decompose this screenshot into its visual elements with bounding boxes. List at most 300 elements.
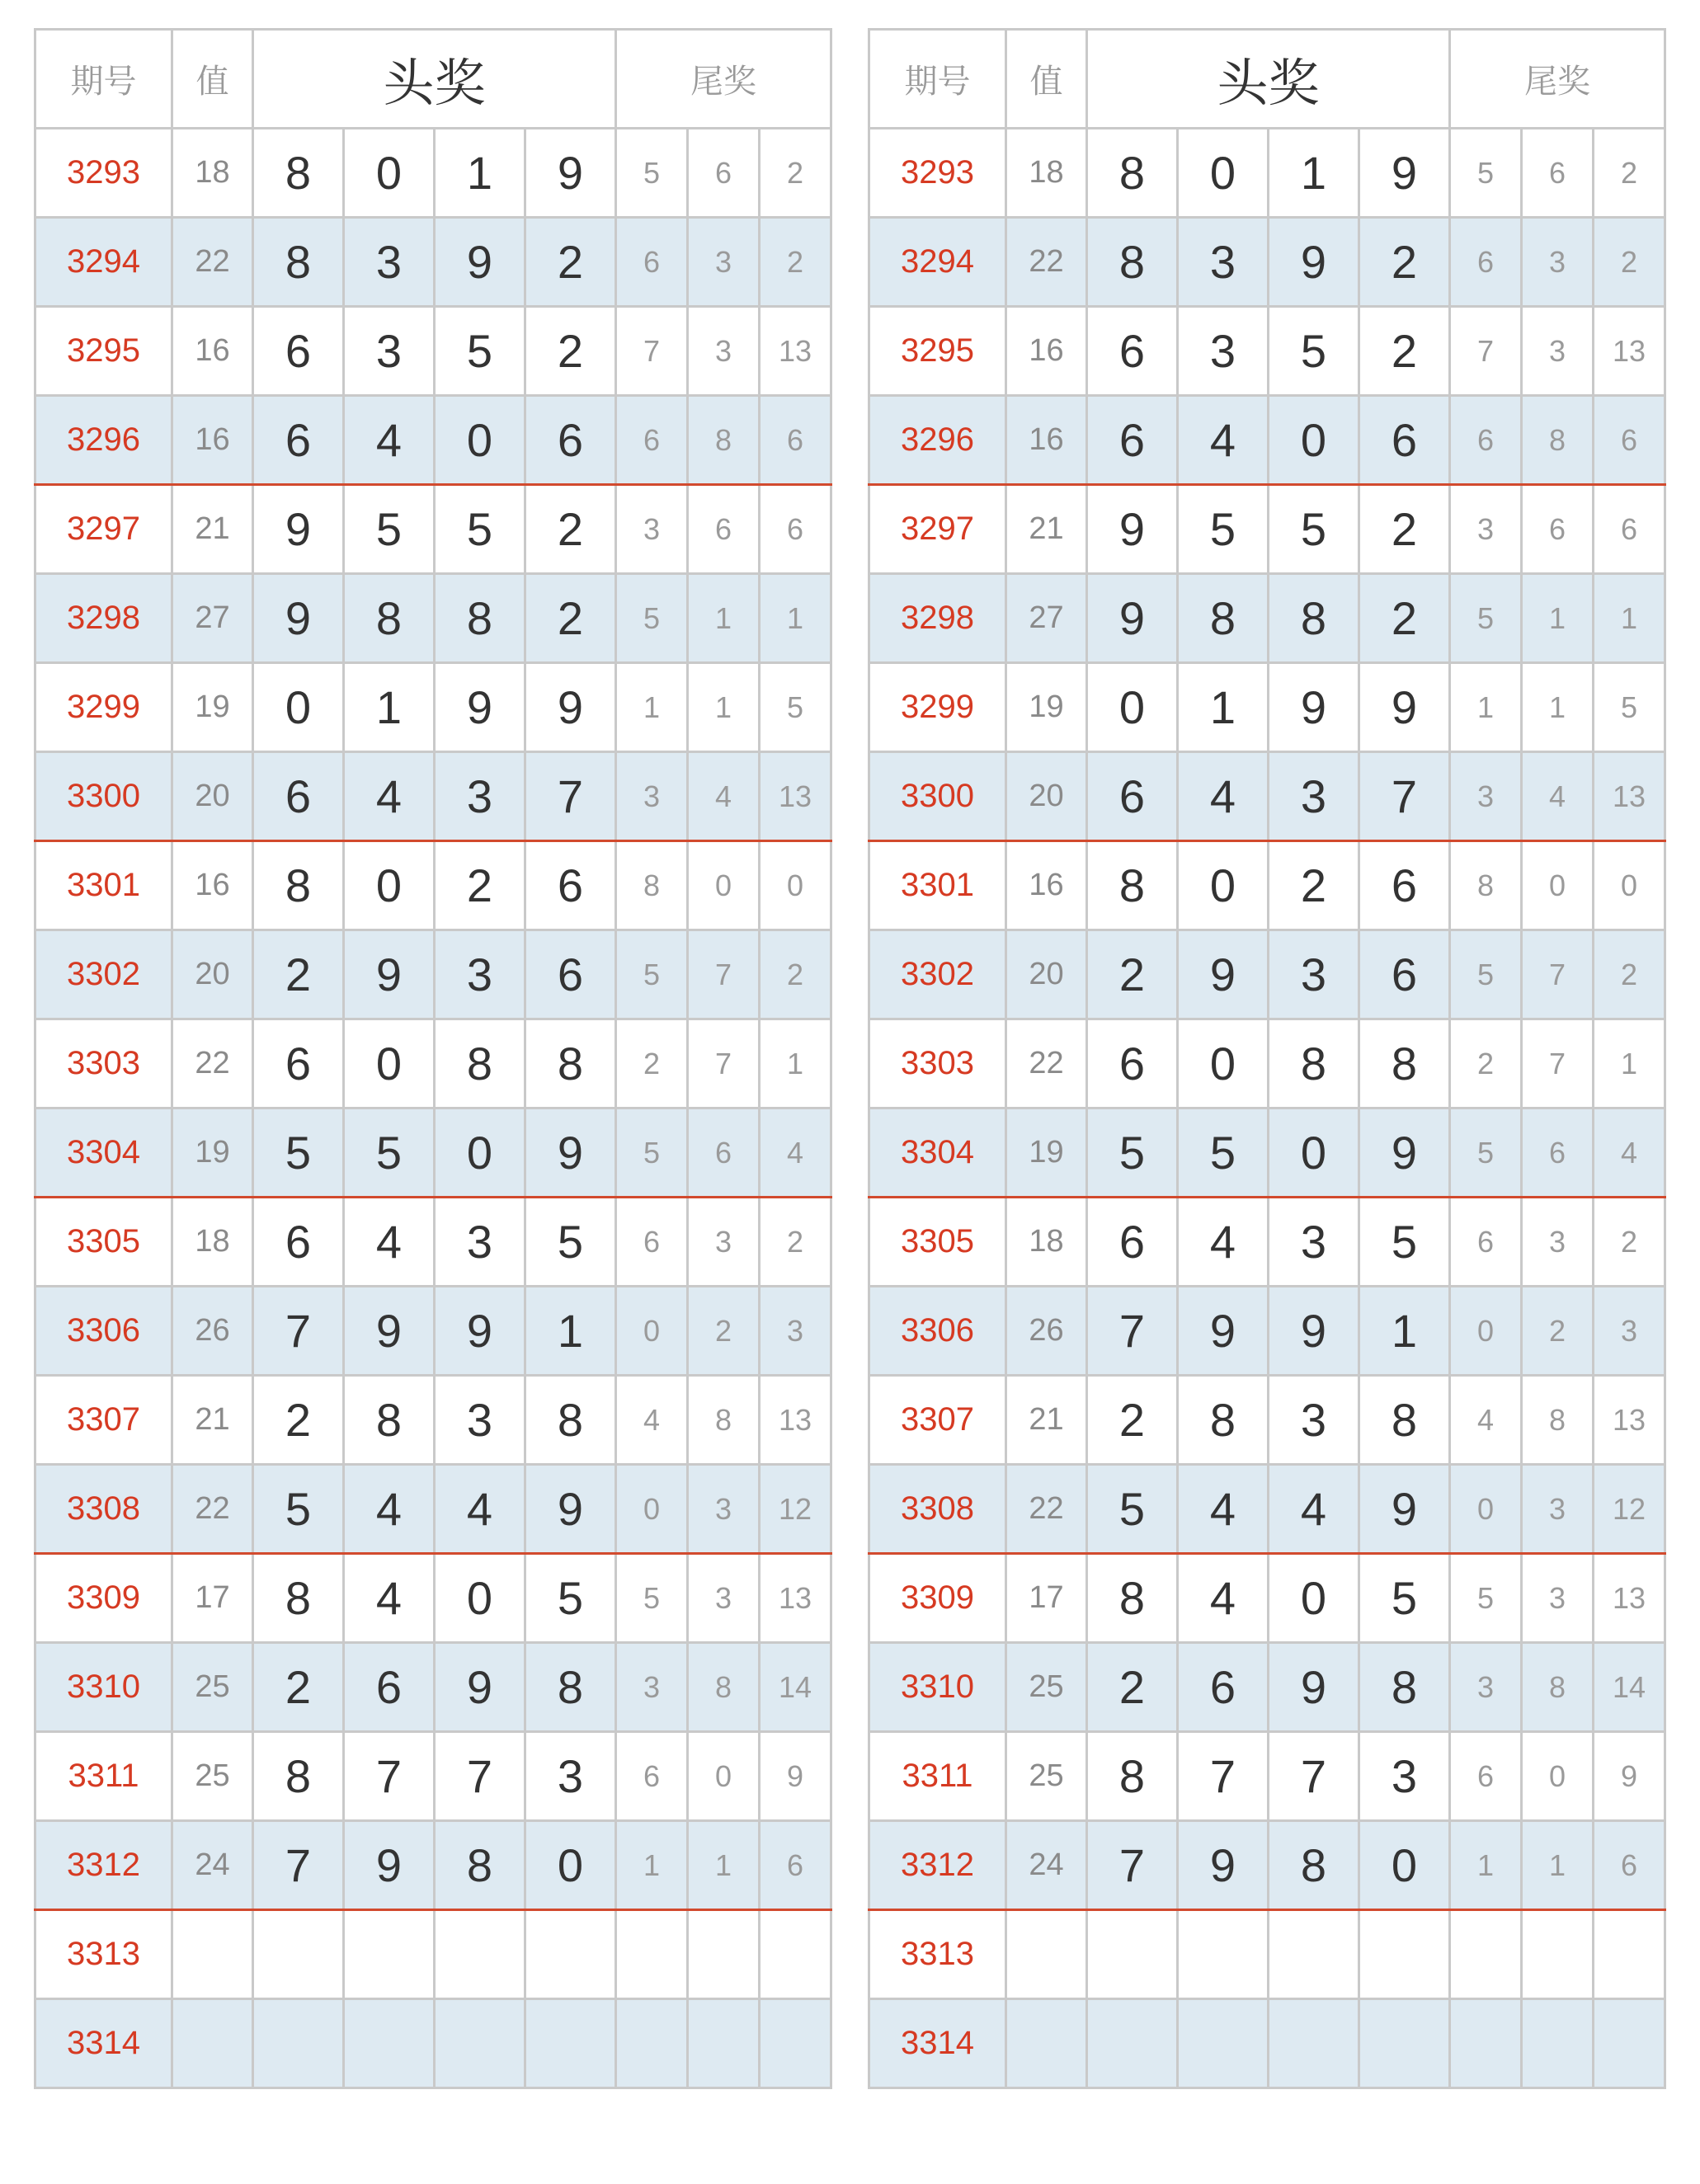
tail-prize-number: 2 [760,1198,831,1287]
issue-number: 3309 [869,1554,1006,1643]
top-prize-digit: 6 [253,752,344,841]
sum-value [172,1999,253,2088]
issue-number: 3311 [869,1732,1006,1821]
top-prize-digit: 8 [1178,574,1269,663]
issue-number: 3297 [35,485,172,574]
top-prize-digit: 8 [1269,574,1359,663]
tail-prize-number: 8 [688,1643,760,1732]
issue-number: 3311 [35,1732,172,1821]
tail-prize-number: 4 [1522,752,1594,841]
top-prize-header: 头奖 [253,30,616,129]
top-prize-digit: 9 [1359,129,1450,218]
top-prize-digit: 0 [344,129,435,218]
table-row [35,396,831,485]
issue-number: 3296 [869,396,1006,485]
sum-value: 19 [1006,663,1087,752]
tail-prize-number [1450,1910,1522,1999]
tail-prize-number: 2 [616,1019,688,1108]
sum-value: 22 [1006,1019,1087,1108]
tail-prize-number: 6 [1450,1198,1522,1287]
tail-prize-number: 5 [616,574,688,663]
table-row [869,930,1665,1019]
issue-number: 3303 [35,1019,172,1108]
issue-number: 3310 [35,1643,172,1732]
top-prize-digit: 5 [253,1465,344,1554]
tail-prize-number: 12 [1594,1465,1665,1554]
issue-header: 期号 [35,30,172,129]
sum-value: 20 [1006,752,1087,841]
top-prize-digit: 8 [1359,1019,1450,1108]
top-prize-digit [1359,1999,1450,2088]
table-row [35,1999,831,2088]
top-prize-digit: 6 [253,396,344,485]
tail-prize-number: 13 [1594,307,1665,396]
top-prize-digit: 6 [1087,307,1178,396]
sum-value: 20 [1006,930,1087,1019]
top-prize-digit: 9 [253,574,344,663]
issue-number: 3299 [869,663,1006,752]
tail-prize-number: 0 [688,841,760,930]
table-row [869,218,1665,307]
issue-number: 3313 [35,1910,172,1999]
top-prize-digit: 7 [253,1821,344,1910]
table-row [869,1643,1665,1732]
sum-value: 17 [1006,1554,1087,1643]
top-prize-digit: 9 [1269,218,1359,307]
tail-prize-number [1594,1999,1665,2088]
top-prize-digit: 6 [525,396,616,485]
top-prize-digit: 4 [1178,752,1269,841]
table-row [35,1198,831,1287]
top-prize-digit: 6 [253,1019,344,1108]
tail-prize-number: 1 [760,574,831,663]
top-prize-digit: 0 [1178,841,1269,930]
issue-number: 3314 [869,1999,1006,2088]
issue-number: 3307 [869,1376,1006,1465]
top-prize-digit: 9 [1359,663,1450,752]
table-row [35,930,831,1019]
tail-prize-number [688,1999,760,2088]
tail-prize-number: 3 [1522,1465,1594,1554]
sum-value: 22 [1006,218,1087,307]
sum-value: 25 [172,1732,253,1821]
issue-number: 3295 [869,307,1006,396]
sum-value: 19 [172,1108,253,1198]
sum-value: 17 [172,1554,253,1643]
tail-prize-number: 1 [616,663,688,752]
top-prize-digit [1087,1910,1178,1999]
tail-prize-number: 4 [688,752,760,841]
table-row [869,1198,1665,1287]
tail-prize-number: 13 [1594,752,1665,841]
table-row [869,129,1665,218]
top-prize-digit: 4 [435,1465,525,1554]
top-prize-digit: 6 [1359,841,1450,930]
top-prize-digit: 2 [1359,485,1450,574]
sum-value: 25 [1006,1643,1087,1732]
tail-prize-number: 6 [1450,396,1522,485]
sum-value: 16 [172,307,253,396]
top-prize-digit: 4 [1269,1465,1359,1554]
tail-prize-number: 4 [616,1376,688,1465]
tail-prize-number: 8 [616,841,688,930]
tail-prize-number: 2 [1522,1287,1594,1376]
sum-value [1006,1999,1087,2088]
tail-prize-number: 6 [760,1821,831,1910]
tail-prize-number: 6 [760,485,831,574]
issue-number: 3307 [35,1376,172,1465]
top-prize-digit: 3 [435,752,525,841]
sum-value: 18 [1006,129,1087,218]
table-row [35,1643,831,1732]
top-prize-digit: 1 [1359,1287,1450,1376]
top-prize-digit: 7 [435,1732,525,1821]
tail-prize-number: 6 [760,396,831,485]
top-prize-digit: 5 [344,1108,435,1198]
tail-prize-number: 3 [616,752,688,841]
tail-prize-number: 6 [688,485,760,574]
tail-prize-number: 5 [1450,574,1522,663]
sum-value: 25 [172,1643,253,1732]
tail-prize-number: 0 [1450,1465,1522,1554]
issue-number: 3309 [35,1554,172,1643]
top-prize-digit: 6 [1178,1643,1269,1732]
top-prize-digit: 5 [1087,1108,1178,1198]
tail-prize-number: 2 [760,218,831,307]
top-prize-digit: 2 [525,307,616,396]
tail-prize-number [688,1910,760,1999]
top-prize-digit: 2 [1087,1376,1178,1465]
top-prize-digit: 7 [1359,752,1450,841]
tail-prize-number: 6 [688,129,760,218]
issue-number: 3302 [869,930,1006,1019]
sum-value [172,1910,253,1999]
top-prize-digit: 8 [1269,1821,1359,1910]
top-prize-digit: 2 [1359,218,1450,307]
tail-prize-number: 5 [616,1554,688,1643]
top-prize-digit: 8 [1087,841,1178,930]
top-prize-digit: 8 [1087,129,1178,218]
tail-prize-number: 2 [760,930,831,1019]
top-prize-digit: 5 [435,485,525,574]
tail-prize-number: 1 [1450,663,1522,752]
tail-prize-number [1522,1999,1594,2088]
tail-prize-number: 1 [1594,1019,1665,1108]
top-prize-digit: 9 [1269,1287,1359,1376]
table-row [35,218,831,307]
tail-prize-number: 1 [688,1821,760,1910]
top-prize-digit: 4 [344,396,435,485]
issue-number: 3310 [869,1643,1006,1732]
tail-prize-number: 8 [688,1376,760,1465]
tail-prize-number: 5 [1450,930,1522,1019]
top-prize-digit: 2 [253,1376,344,1465]
top-prize-digit: 3 [435,930,525,1019]
top-prize-digit: 6 [1087,1019,1178,1108]
top-prize-digit: 5 [525,1198,616,1287]
tail-prize-number: 7 [688,1019,760,1108]
tail-prize-number: 9 [760,1732,831,1821]
top-prize-digit: 0 [1178,1019,1269,1108]
top-prize-digit: 4 [1178,1465,1269,1554]
issue-number: 3302 [35,930,172,1019]
table-row [869,1999,1665,2088]
top-prize-digit: 8 [253,1554,344,1643]
table-row [869,1554,1665,1643]
tail-prize-number: 2 [1594,1198,1665,1287]
top-prize-digit: 8 [1269,1019,1359,1108]
top-prize-digit [1087,1999,1178,2088]
tail-prize-number: 8 [1450,841,1522,930]
tail-prize-number: 8 [1522,396,1594,485]
table-row [869,1108,1665,1198]
top-prize-digit: 8 [253,1732,344,1821]
issue-number: 3314 [35,1999,172,2088]
top-prize-digit: 9 [525,1465,616,1554]
tail-prize-number: 6 [1522,485,1594,574]
top-prize-digit: 9 [435,1287,525,1376]
top-prize-digit: 0 [344,841,435,930]
top-prize-digit: 6 [344,1643,435,1732]
table-row [869,574,1665,663]
sum-value: 19 [172,663,253,752]
tail-prize-number: 3 [760,1287,831,1376]
top-prize-digit: 0 [1178,129,1269,218]
table-row [869,752,1665,841]
sum-value: 22 [1006,1465,1087,1554]
tail-prize-number: 6 [616,1732,688,1821]
top-prize-digit: 5 [1178,1108,1269,1198]
value-header: 值 [172,30,253,129]
top-prize-digit: 2 [1359,307,1450,396]
tail-prize-number: 5 [1450,1108,1522,1198]
table-row [869,396,1665,485]
tail-prize-number: 1 [760,1019,831,1108]
top-prize-digit [1269,1910,1359,1999]
top-prize-digit: 4 [344,1554,435,1643]
tail-prize-number: 7 [1522,1019,1594,1108]
sum-value: 16 [1006,841,1087,930]
table-row [869,1732,1665,1821]
top-prize-digit: 8 [435,1821,525,1910]
top-prize-digit [1359,1910,1450,1999]
top-prize-digit: 9 [1269,663,1359,752]
tail-prize-number: 1 [1522,574,1594,663]
table-row [869,1376,1665,1465]
top-prize-digit: 8 [253,841,344,930]
sum-value: 22 [172,218,253,307]
tail-prize-number: 6 [1594,1821,1665,1910]
table-row [869,307,1665,396]
top-prize-digit [525,1999,616,2088]
issue-number: 3305 [35,1198,172,1287]
top-prize-digit: 9 [525,129,616,218]
top-prize-digit [1269,1999,1359,2088]
tail-prize-number: 6 [1450,218,1522,307]
issue-number: 3301 [869,841,1006,930]
lottery-table-right [868,28,1666,2089]
tail-prize-number: 3 [688,218,760,307]
issue-number: 3300 [869,752,1006,841]
tail-prize-number: 1 [1522,663,1594,752]
issue-number: 3305 [869,1198,1006,1287]
table-row [35,574,831,663]
top-prize-digit: 5 [253,1108,344,1198]
tail-prize-number: 2 [1594,129,1665,218]
table-row [869,1910,1665,1999]
tail-prize-number [760,1910,831,1999]
tail-prize-number: 6 [1522,129,1594,218]
table-row [35,129,831,218]
table-row [35,752,831,841]
top-prize-digit: 0 [1359,1821,1450,1910]
table-row [35,1821,831,1910]
top-prize-digit: 9 [1087,485,1178,574]
top-prize-digit: 6 [525,841,616,930]
top-prize-digit: 2 [253,1643,344,1732]
issue-number: 3294 [869,218,1006,307]
top-prize-digit: 4 [344,752,435,841]
top-prize-digit: 3 [1178,218,1269,307]
issue-number: 3303 [869,1019,1006,1108]
tail-prize-number: 5 [760,663,831,752]
top-prize-digit: 9 [1178,1821,1269,1910]
top-prize-digit: 9 [1087,574,1178,663]
top-prize-digit: 9 [1178,1287,1269,1376]
top-prize-digit: 1 [435,129,525,218]
table-row [869,663,1665,752]
issue-number: 3300 [35,752,172,841]
tail-prize-number: 1 [1594,574,1665,663]
tail-prize-number: 3 [1522,218,1594,307]
tail-prize-number: 3 [688,1198,760,1287]
top-prize-digit: 2 [1269,841,1359,930]
top-prize-digit: 9 [1359,1108,1450,1198]
tail-prize-number: 2 [760,129,831,218]
top-prize-digit: 7 [1178,1732,1269,1821]
sum-value: 21 [172,485,253,574]
top-prize-digit [344,1999,435,2088]
tail-prize-number: 7 [1450,307,1522,396]
tail-prize-number: 3 [616,485,688,574]
tail-prize-number: 6 [688,1108,760,1198]
table-row [869,1821,1665,1910]
top-prize-digit: 2 [525,485,616,574]
sum-value: 16 [172,396,253,485]
tail-prize-header: 尾奖 [616,30,831,129]
tail-prize-number: 0 [616,1287,688,1376]
table-row [869,1465,1665,1554]
tail-prize-number: 8 [1522,1376,1594,1465]
tail-prize-number: 3 [1522,1554,1594,1643]
sum-value: 22 [172,1465,253,1554]
top-prize-digit: 2 [1087,1643,1178,1732]
issue-number: 3306 [35,1287,172,1376]
tail-prize-number [616,1910,688,1999]
sum-value: 27 [1006,574,1087,663]
top-prize-digit: 3 [435,1376,525,1465]
top-prize-digit: 0 [435,396,525,485]
top-prize-digit [253,1910,344,1999]
top-prize-digit: 7 [344,1732,435,1821]
top-prize-digit: 8 [253,129,344,218]
tail-prize-number [1522,1910,1594,1999]
top-prize-digit: 8 [344,1376,435,1465]
top-prize-digit: 5 [1269,485,1359,574]
table-row [35,1465,831,1554]
tail-prize-number: 3 [1450,485,1522,574]
tail-prize-number: 7 [616,307,688,396]
top-prize-digit: 9 [1269,1643,1359,1732]
issue-number: 3304 [35,1108,172,1198]
sum-value: 22 [172,1019,253,1108]
tail-prize-number: 8 [1522,1643,1594,1732]
top-prize-digit: 8 [1359,1376,1450,1465]
top-prize-digit: 1 [1269,129,1359,218]
tail-prize-number: 6 [616,396,688,485]
top-prize-digit: 4 [1178,396,1269,485]
tail-prize-number: 0 [1594,841,1665,930]
tail-prize-number [1450,1999,1522,2088]
top-prize-digit: 8 [525,1643,616,1732]
tail-prize-number: 3 [1450,752,1522,841]
top-prize-header: 头奖 [1087,30,1450,129]
sum-value: 27 [172,574,253,663]
top-prize-digit: 2 [1359,574,1450,663]
top-prize-digit: 6 [253,1198,344,1287]
tail-prize-number: 1 [1522,1821,1594,1910]
sum-value: 18 [172,1198,253,1287]
issue-number: 3308 [869,1465,1006,1554]
tail-prize-number: 6 [616,1198,688,1287]
top-prize-digit: 9 [525,663,616,752]
top-prize-digit: 5 [525,1554,616,1643]
top-prize-digit: 0 [1269,1554,1359,1643]
top-prize-digit: 0 [525,1821,616,1910]
sum-value: 24 [1006,1821,1087,1910]
top-prize-digit: 5 [1359,1554,1450,1643]
top-prize-digit: 8 [1359,1643,1450,1732]
tail-prize-number: 1 [688,663,760,752]
tail-prize-number: 13 [760,1554,831,1643]
tail-prize-number: 4 [1450,1376,1522,1465]
issue-number: 3295 [35,307,172,396]
sum-value: 19 [1006,1108,1087,1198]
top-prize-digit: 9 [253,485,344,574]
tail-prize-number: 8 [688,396,760,485]
tail-prize-number [1594,1910,1665,1999]
issue-number: 3297 [869,485,1006,574]
sum-value: 20 [172,752,253,841]
top-prize-digit: 5 [1269,307,1359,396]
tail-prize-number: 2 [1594,218,1665,307]
tail-prize-number: 3 [1522,307,1594,396]
top-prize-digit: 6 [1359,930,1450,1019]
header-row [35,30,831,129]
top-prize-digit: 5 [1087,1465,1178,1554]
top-prize-digit [344,1910,435,1999]
tail-prize-number: 5 [1594,663,1665,752]
issue-number: 3308 [35,1465,172,1554]
table-row [869,485,1665,574]
tail-prize-number: 5 [616,1108,688,1198]
tail-prize-number: 6 [1450,1732,1522,1821]
top-prize-digit: 0 [435,1554,525,1643]
table-row [35,663,831,752]
tail-prize-number: 3 [1522,1198,1594,1287]
issue-number: 3301 [35,841,172,930]
tail-prize-number: 6 [1594,396,1665,485]
